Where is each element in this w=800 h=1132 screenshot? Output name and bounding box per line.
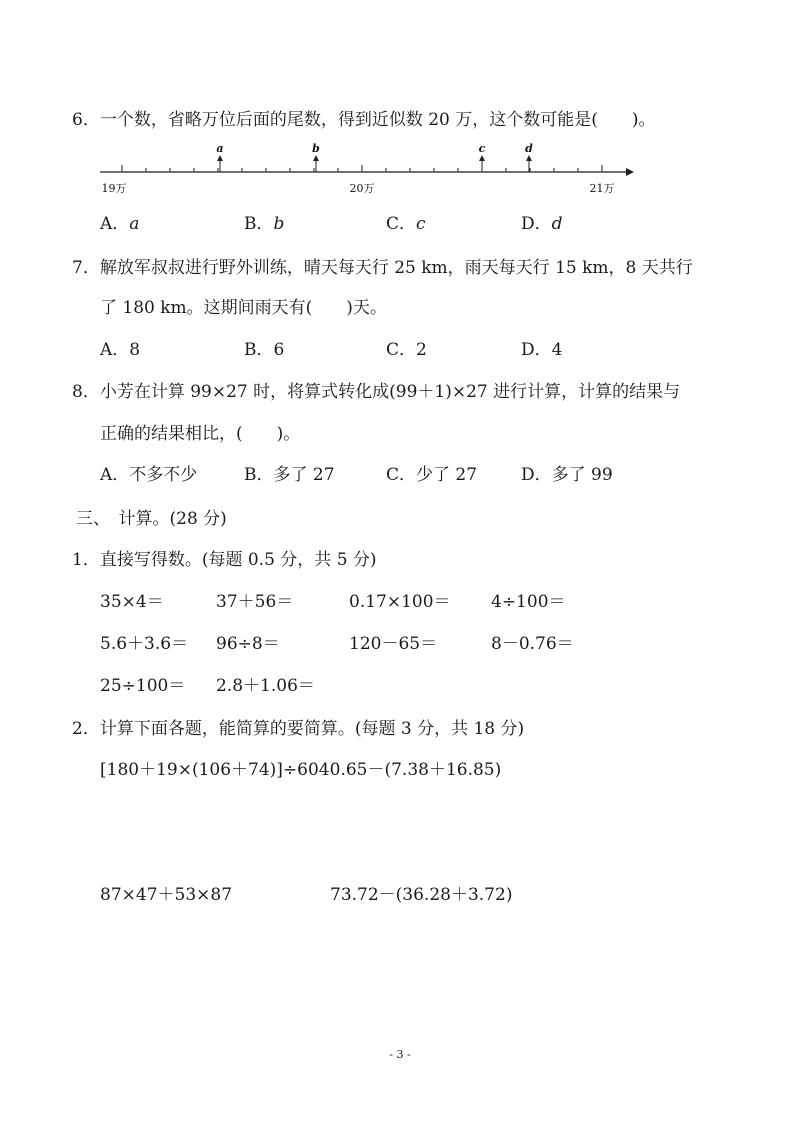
q8-line2: 正确的结果相比，( )。 xyxy=(100,424,301,444)
calc2-expression: 87×47＋53×87 xyxy=(100,885,233,905)
marker-a-label: a xyxy=(216,142,224,155)
q6-option-c-value: c xyxy=(416,214,426,234)
q7-option-d[interactable]: D．4 xyxy=(521,340,563,360)
q6-option-c-letter: C． xyxy=(386,214,417,234)
q6-option-d-value: d xyxy=(551,214,563,234)
marker-c xyxy=(479,142,486,172)
q6-option-d-letter: D． xyxy=(521,214,552,234)
calc1-item: 25÷100＝ xyxy=(100,676,186,696)
q6-option-b-letter: B． xyxy=(244,214,274,234)
calc2-expression: [180＋19×(106＋74)]÷6040.65－(7.38＋16.85) xyxy=(100,760,502,780)
calc1-item: 35×4＝ xyxy=(100,592,164,612)
q6-text: 6．一个数，省略万位后面的尾数，得到近似数 20 万，这个数可能是( )。 xyxy=(72,110,656,130)
calc1-item: 5.6＋3.6＝ xyxy=(100,634,189,654)
number-line-arrow xyxy=(626,168,634,176)
label-21wan: 21万 xyxy=(589,182,615,195)
page-number: - 3 - xyxy=(389,1048,411,1061)
marker-a xyxy=(216,142,223,172)
q7-option-b[interactable]: B．6 xyxy=(244,340,285,360)
q6-option-a-letter: A． xyxy=(100,214,130,234)
q6-option-d[interactable] xyxy=(521,212,563,236)
q8-option-d[interactable]: D．多了 99 xyxy=(521,465,613,485)
marker-d-label: d xyxy=(525,142,533,155)
q6-option-c[interactable] xyxy=(386,212,426,236)
q7-line1: 7．解放军叔叔进行野外训练，晴天每天行 25 km，雨天每天行 15 km，8 天共行 xyxy=(72,258,693,278)
marker-b-label: b xyxy=(312,142,320,155)
q7-option-c[interactable]: C．2 xyxy=(386,340,427,360)
q6-option-b-value: b xyxy=(273,214,285,234)
q6-option-a[interactable] xyxy=(100,212,139,236)
marker-b xyxy=(312,142,320,172)
calc2-expression: 73.72－(36.28＋3.72) xyxy=(330,885,513,905)
calc1-item: 4÷100＝ xyxy=(491,592,566,612)
calc1-item: 37＋56＝ xyxy=(216,592,294,612)
section3-heading: 三、 计算。(28 分) xyxy=(76,509,227,529)
calc1-item: 0.17×100＝ xyxy=(349,592,451,612)
calc1-item: 120－65＝ xyxy=(349,634,438,654)
calc1-item: 2.8＋1.06＝ xyxy=(216,676,315,696)
q8-line1: 8．小芳在计算 99×27 时，将算式转化成(99＋1)×27 进行计算，计算的结果与 xyxy=(72,382,681,402)
number-line xyxy=(96,140,636,200)
q8-option-c[interactable]: C．少了 27 xyxy=(386,465,478,485)
q7-option-a[interactable]: A．8 xyxy=(100,340,141,360)
marker-c-label: c xyxy=(478,142,486,155)
calc2-title: 2．计算下面各题，能简算的要简算。(每题 3 分，共 18 分) xyxy=(72,719,525,739)
number-line-ticks xyxy=(122,165,602,172)
marker-d xyxy=(525,142,533,172)
q8-option-a[interactable]: A．不多不少 xyxy=(100,465,198,485)
calc1-title: 1．直接写得数。(每题 0.5 分，共 5 分) xyxy=(72,550,377,570)
label-20wan: 20万 xyxy=(349,182,375,195)
q7-line2: 了 180 km。这期间雨天有( )天。 xyxy=(100,298,387,318)
q8-option-b[interactable]: B．多了 27 xyxy=(244,465,335,485)
calc1-item: 8－0.76＝ xyxy=(491,634,574,654)
q6-option-b[interactable] xyxy=(244,212,284,236)
q6-option-a-value: a xyxy=(129,214,140,234)
label-19wan: 19万 xyxy=(101,182,127,195)
calc1-item: 96÷8＝ xyxy=(216,634,280,654)
